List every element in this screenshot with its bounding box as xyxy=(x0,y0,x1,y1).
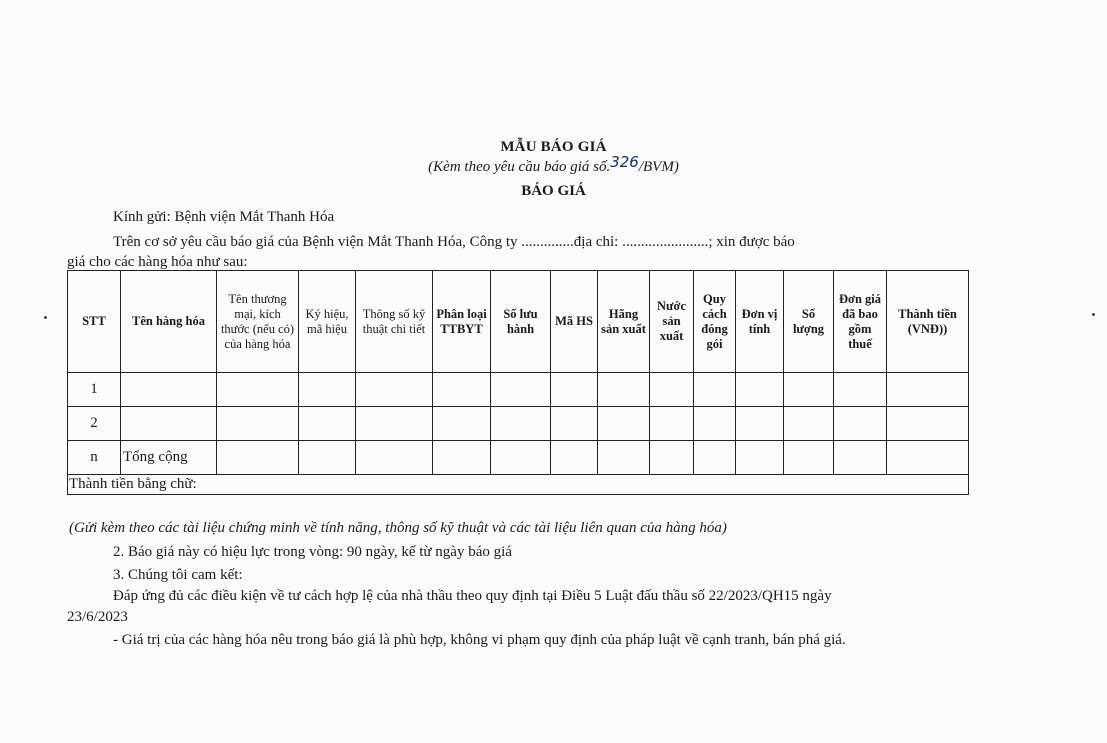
form-subtitle xyxy=(0,153,1107,176)
header-trade-name: Tên thương mại, kích thước (nếu có) của hàng hóa xyxy=(217,271,299,373)
header-stt: STT xyxy=(68,271,121,373)
header-packaging: Quy cách đóng gói xyxy=(694,271,736,373)
quote-title: BÁO GIÁ xyxy=(521,183,586,199)
header-classification: Phân loại TTBYT xyxy=(433,271,491,373)
row-item-name xyxy=(121,373,217,407)
intro-line-1: Trên cơ sở yêu cầu báo giá của Bệnh viện Mắt Thanh Hóa, Công ty ..............địa chỉ: .......................; xin được báo xyxy=(113,234,795,250)
row-item-name xyxy=(121,407,217,441)
intro-line-2: giá cho các hàng hóa như sau: xyxy=(67,254,248,270)
table-row-total xyxy=(68,441,969,475)
table-header-row xyxy=(68,271,969,373)
header-item-name: Tên hàng hóa xyxy=(121,271,217,373)
commitment-2: - Giá trị của các hàng hóa nêu trong báo giá là phù hợp, không vi phạm quy định của pháp luật về cạnh tranh, bán phá giá. xyxy=(113,632,846,648)
table-row xyxy=(68,373,969,407)
commitment-1-line-2: 23/6/2023 xyxy=(67,609,128,625)
quote-table xyxy=(67,270,969,495)
header-unit-price: Đơn giá đã bao gồm thuế xyxy=(834,271,887,373)
attachment-note: (Gửi kèm theo các tài liệu chứng minh về tính năng, thông số kỹ thuật và các tài liệu liên quan của hàng hóa) xyxy=(69,520,727,536)
greeting: Kính gửi: Bệnh viện Mắt Thanh Hóa xyxy=(113,209,335,225)
table-row xyxy=(68,407,969,441)
row-total-label: Tổng cộng xyxy=(121,441,217,475)
header-manufacturer: Hãng sản xuất xyxy=(598,271,650,373)
commitment-heading: 3. Chúng tôi cam kết: xyxy=(113,567,243,583)
header-specs: Thông số kỹ thuật chi tiết xyxy=(356,271,433,373)
row-stt: 2 xyxy=(68,407,121,441)
scan-speck xyxy=(44,316,47,319)
row-stt: 1 xyxy=(68,373,121,407)
subtitle-prefix: (Kèm theo yêu cầu báo giá số. xyxy=(428,159,611,175)
header-unit: Đơn vị tính xyxy=(736,271,784,373)
validity-note: 2. Báo giá này có hiệu lực trong vòng: 90 ngày, kể từ ngày báo giá xyxy=(113,544,512,560)
form-title: MẪU BÁO GIÁ xyxy=(500,139,607,155)
handwritten-number: 326 xyxy=(610,153,639,171)
scan-speck xyxy=(1092,313,1095,316)
header-country: Nước sản xuất xyxy=(650,271,694,373)
table-footer-row xyxy=(68,475,969,495)
header-hs-code: Mã HS xyxy=(551,271,598,373)
subtitle-suffix: /BVM) xyxy=(638,159,679,175)
row-stt: n xyxy=(68,441,121,475)
header-registration: Số lưu hành xyxy=(491,271,551,373)
header-quantity: Số lượng xyxy=(784,271,834,373)
commitment-1-line-1: Đáp ứng đủ các điều kiện về tư cách hợp lệ của nhà thầu theo quy định tại Điều 5 Luật đấu thầu số 22/2023/QH15 ngày xyxy=(113,588,832,604)
header-code: Ký hiệu, mã hiệu xyxy=(299,271,356,373)
amount-in-words: Thành tiền bằng chữ: xyxy=(68,475,969,495)
header-total: Thành tiền (VNĐ)) xyxy=(887,271,969,373)
